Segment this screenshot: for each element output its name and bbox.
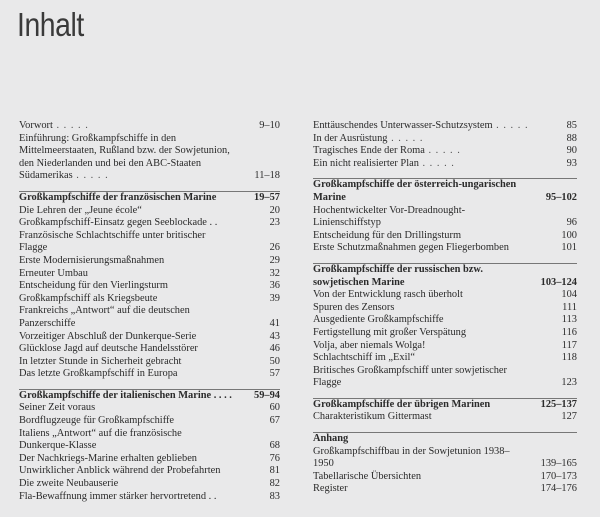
toc-entry-page: 67 [269,415,280,427]
toc-section-title: Großkampfschiffe der französischen Marine [19,191,217,203]
toc-entry[interactable] [313,352,577,365]
toc-entry-title: Die zweite Neubauserie [19,478,119,490]
toc-entry-page: 82 [269,478,280,490]
toc-entry-title: Tragisches Ende der Roma . . . [313,145,529,158]
toc-section-title: Großkampfschiffe der russischen bzw. sowjetischen Marine [313,263,483,288]
toc-entry-page: 36 [269,280,280,292]
toc-section-heading[interactable] [19,390,280,403]
toc-section-page: 103–124 [540,276,577,288]
toc-entry-page: 81 [269,465,280,477]
toc-entry-title: Erneuter Umbau [19,267,88,279]
toc-entry[interactable] [19,428,280,453]
toc-entry[interactable] [19,453,280,466]
toc-entry-page: 83 [269,490,280,502]
toc-entry-page: 85 [566,120,577,131]
toc-entry[interactable] [313,230,577,243]
toc-entry[interactable] [313,133,577,146]
toc-entry-page: 29 [269,254,280,266]
toc-entry-title: Schlachtschiff im „Exil“ [313,352,415,364]
toc-entry[interactable] [19,255,280,268]
toc-entry[interactable] [19,217,280,230]
toc-entry-page: 39 [269,292,280,304]
toc-section-heading[interactable] [313,264,577,289]
toc-entry-page: 101 [561,242,577,254]
toc-entry[interactable] [313,145,577,158]
toc-section-appendix [313,432,577,496]
toc-section-title: Großkampfschiffe der italienischen Marine . . . . [19,389,232,401]
toc-entry[interactable] [19,293,280,306]
toc-entry-title: Hochentwickelter Vor-Dreadnought-Linienschiffstyp [313,204,466,229]
toc-entry[interactable] [313,411,577,424]
toc-entry-page: 57 [269,368,280,380]
toc-entry[interactable] [313,242,577,255]
toc-entry-page: 23 [269,217,280,229]
toc-entry-title: Spuren des Zensors [313,301,395,313]
toc-entry-page: 117 [561,339,577,351]
toc-entry-title: Enttäuschendes Unterwasser-Schutzsystem . . . [313,120,529,133]
toc-section-austro-hungarian [313,178,577,255]
toc-entry[interactable] [313,120,577,133]
toc-section-heading[interactable] [313,179,577,204]
toc-entry[interactable] [313,471,577,484]
toc-entry-title: In der Ausrüstung . . . [313,133,529,146]
toc-entry-title: Italiens „Antwort“ auf die französische Dunkerque-Klasse [19,427,182,452]
toc-entry-page: 100 [561,229,577,241]
toc-entry[interactable] [19,465,280,478]
toc-entry-page: 174–176 [540,483,577,495]
toc-entry-page: 11–18 [254,170,280,182]
toc-entry[interactable] [19,205,280,218]
toc-entry-page: 32 [269,267,280,279]
toc-section-title: Großkampfschiffe der übrigen Marinen [313,398,491,410]
toc-entry[interactable] [313,205,577,230]
toc-entry-title: In letzter Stunde in Sicherheit gebracht [19,355,182,367]
toc-section-page: 59–94 [254,389,280,401]
toc-entry-title: Von der Entwicklung rasch überholt [313,289,463,301]
toc-section-other-navies [313,398,577,424]
toc-entry-page: 113 [561,314,577,326]
toc-entry[interactable] [19,331,280,344]
toc-entry-page: 43 [269,330,280,342]
toc-section-page: 125–137 [540,398,577,410]
toc-entry[interactable] [19,415,280,428]
toc-entry-title: Britisches Großkampfschiff unter sowjetischer Flagge [313,364,508,389]
toc-entry[interactable] [19,356,280,369]
toc-entry-title: Seiner Zeit voraus [19,402,96,414]
toc-entry[interactable] [313,314,577,327]
toc-entry[interactable] [313,446,577,471]
page-title: Inhalt [17,6,84,43]
toc-entry-page: 104 [561,289,577,301]
toc-entry[interactable] [19,368,280,381]
toc-entry[interactable] [19,478,280,491]
toc-section-page: 95–102 [545,191,577,203]
toc-entry-page: 26 [269,242,280,254]
toc-entry[interactable] [313,327,577,340]
toc-entry[interactable] [19,491,280,504]
toc-entry-page: 41 [269,317,280,329]
toc-entry-page: 76 [269,452,280,464]
toc-section-heading[interactable] [313,433,577,446]
toc-entry-title: Charakteristikum Gittermast [313,411,432,423]
toc-entry[interactable] [313,483,577,496]
toc-entry-title: Volja, aber niemals Wolga! [313,339,426,351]
toc-entry-title: Der Nachkriegs-Marine erhalten geblieben [19,452,198,464]
toc-entry-title: Einführung: Großkampfschiffe in den Mittelmeerstaaten, Rußland bzw. der Sowjetunion, den Niederlanden und bei den ABC-Staaten Südamerikas . . . [19,133,232,183]
toc-section-title: Anhang [313,433,349,445]
toc-entry[interactable] [19,268,280,281]
toc-entry[interactable] [19,343,280,356]
toc-entry-title: Vorzeitiger Abschluß der Dunkerque-Serie [19,330,197,342]
toc-entry[interactable] [19,402,280,415]
toc-entry-title: Die Lehren der „Jeune école“ [19,204,142,216]
toc-section-heading[interactable] [313,399,577,412]
toc-entry-page: 68 [269,440,280,452]
toc-entry[interactable] [313,365,577,390]
toc-section-title: Großkampfschiffe der österreich-ungarischen Marine [313,179,517,203]
toc-entry-page: 116 [561,326,577,338]
toc-entry-title: Fla-Bewaffnung immer stärker hervortretend . . [19,490,217,502]
toc-entry-title: Französische Schlachtschiffe unter britischer Flagge [19,229,206,254]
toc-entry-page: 93 [566,157,577,169]
toc-entry-title: Ein nicht realisierter Plan . . . [313,158,529,171]
toc-entry-title: Fertigstellung mit großer Verspätung [313,326,467,338]
toc-entry-page: 90 [566,145,577,157]
toc-entry-page: 118 [561,352,577,364]
toc-entry[interactable] [313,302,577,315]
toc-entry-title: Bordflugzeuge für Großkampfschiffe [19,415,175,427]
toc-entry-page: 46 [269,343,280,355]
toc-entry-title: Glücklose Jagd auf deutsche Handelsstörer [19,343,198,355]
toc-entry-page: 123 [561,377,577,389]
toc-entry[interactable] [313,340,577,353]
toc-entry[interactable] [313,158,577,171]
toc-entry-page: 139–165 [540,458,577,470]
toc-left-column [19,120,280,503]
toc-entry-title: Entscheidung für den Vierlingsturm [19,280,168,292]
toc-entry-title: Großkampfschiff als Kriegsbeute [19,292,158,304]
toc-entry-page: 111 [562,301,577,313]
toc-entry-title: Frankreichs „Antwort“ auf die deutschen Panzerschiffe [19,305,190,329]
toc-entry-title: Großkampfschiffbau in der Sowjetunion 1938–1950 [313,445,510,470]
toc-entry-title: Vorwort . . . [19,120,232,133]
toc-right-column [313,120,577,496]
toc-entry-title: Ausgediente Großkampfschiffe [313,314,444,326]
toc-entry-title: Das letzte Großkampfschiff in Europa [19,368,178,380]
toc-section-italian [19,389,280,503]
toc-entry[interactable] [19,230,280,255]
toc-entry[interactable] [19,305,280,330]
toc-entry-title: Tabellarische Übersichten [313,470,422,482]
toc-section-russian [313,263,577,390]
toc-section-page: 19–57 [254,191,280,203]
toc-entry-title: Erste Schutzmaßnahmen gegen Fliegerbomben [313,242,509,254]
toc-entry-page: 127 [561,411,577,423]
toc-entry-title: Entscheidung für den Drillingsturm [313,229,462,241]
toc-entry[interactable] [19,133,280,183]
toc-entry-page: 170–173 [540,470,577,482]
toc-entry-page: 9–10 [259,120,280,131]
toc-section-french [19,191,280,381]
toc-entry[interactable] [19,280,280,293]
toc-entry-page: 50 [269,355,280,367]
toc-entry-title: Register [313,483,348,495]
toc-entry-title: Erste Modernisierungsmaßnahmen [19,254,165,266]
toc-section-heading[interactable] [19,192,280,205]
toc-entry-page: 20 [269,204,280,216]
toc-entry-page: 88 [566,132,577,144]
toc-entry[interactable] [313,289,577,302]
toc-entry-title: Großkampfschiff-Einsatz gegen Seeblockade . . [19,217,218,229]
toc-entry-page: 96 [566,217,577,229]
toc-entry-title: Unwirklicher Anblick während der Probefahrten [19,465,221,477]
toc-entry-page: 60 [269,402,280,414]
toc-entry[interactable] [19,120,280,133]
